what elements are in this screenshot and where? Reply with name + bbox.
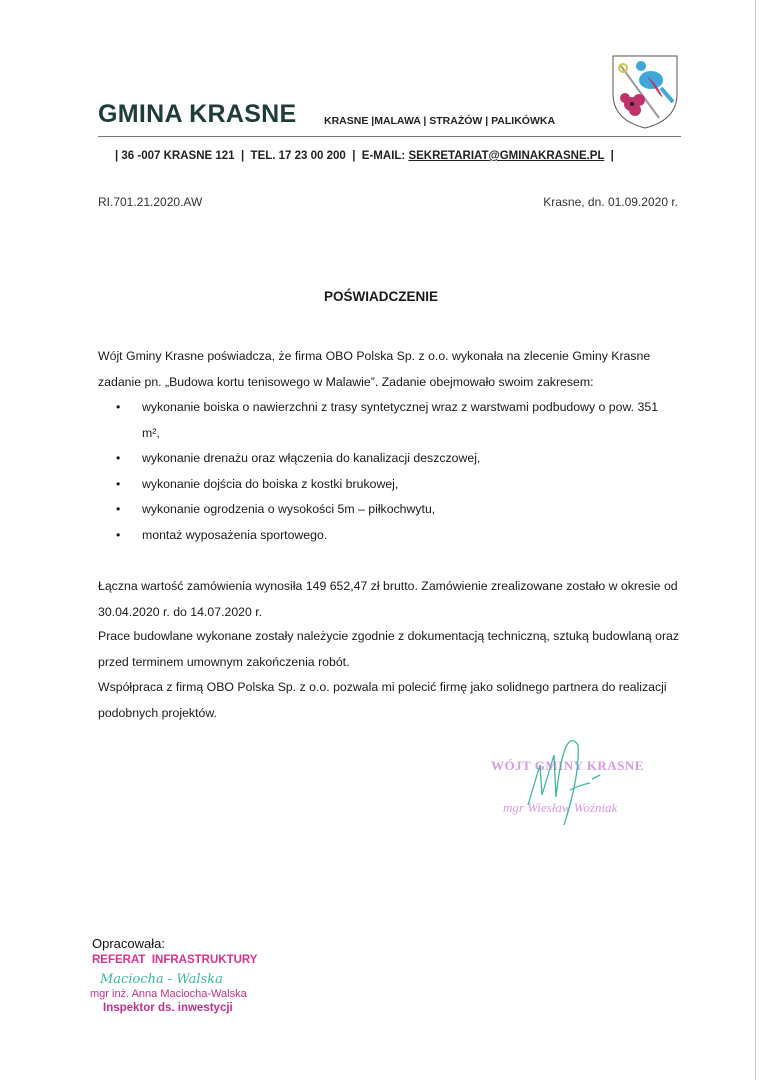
email-link[interactable]: SEKRETARIAT@GMINAKRASNE.PL [408, 150, 605, 162]
preparer-position: Inspektor ds. inwestycji [103, 1002, 233, 1014]
document-date: Krasne, dn. 01.09.2020 r. [543, 195, 678, 209]
scope-list [98, 395, 683, 548]
intro-paragraph: Wójt Gminy Krasne poświadcza, że firma OBO Polska Sp. z o.o. wykonała na zlecenie Gminy Krasne zadanie pn. „Budowa kortu tenisowego w Malawie”. Zadanie obejmowało swoim zakresem: [98, 349, 651, 389]
document-heading: POŚWIADCZENIE [323, 289, 438, 304]
address-phone: | 36 -007 KRASNE 121 | TEL. 17 23 00 200 | E-MAIL: [115, 150, 409, 162]
list-item: • montaż wyposażenia sportowego. [98, 523, 683, 549]
header-divider [98, 136, 681, 137]
preparer-name: mgr inż. Anna Maciocha-Walska [90, 988, 247, 1000]
reference-number: RI.701.21.2020.AW [98, 195, 203, 209]
villages-list: KRASNE |MALAWA | STRAŻÓW | PALIKÓWKA [324, 115, 556, 127]
scan-edge [755, 0, 756, 1080]
stamp-title: WÓJT GMINY KRASNE [491, 758, 644, 773]
stamp-name: mgr Wiesław Woźniak [503, 800, 618, 815]
list-item: • wykonanie ogrodzenia o wysokości 5m – piłkochwytu, [98, 497, 683, 523]
handwritten-signature: Maciocha - Walska [100, 972, 223, 987]
quality-paragraph: Prace budowlane wykonane zostały należycie zgodnie z dokumentacją techniczną, sztuką budowlaną oraz przed terminem umownym zakończenia robót. [98, 629, 680, 669]
value-paragraph: Łączna wartość zamówienia wynosiła 149 652,47 zł brutto. Zamówienie zrealizowane zostało w okresie od 30.04.2020 r. do 14.07.2020 r. [98, 579, 678, 619]
list-item: • wykonanie drenażu oraz włączenia do kanalizacji deszczowej, [98, 446, 683, 472]
contact-line [115, 150, 614, 162]
recommendation-paragraph: Współpraca z firmą OBO Polska Sp. z o.o. pozwala mi polecić firmę jako solidnego partnera do realizacji podobnych projektów. [98, 680, 667, 720]
municipality-title: GMINA KRASNE [98, 100, 297, 128]
contact-end: | [604, 150, 614, 162]
list-item: • wykonanie dojścia do boiska z kostki brukowej, [98, 472, 683, 498]
signature-scribble-icon [520, 735, 610, 835]
department-name: REFERAT INFRASTRUKTURY [92, 954, 258, 966]
coat-of-arms-icon [611, 54, 679, 135]
prepared-by-label: Opracowała: [92, 936, 165, 951]
list-item: • wykonanie boiska o nawierzchni z trasy syntetycznej wraz z warstwami podbudowy o pow. 351 m², [98, 395, 683, 446]
